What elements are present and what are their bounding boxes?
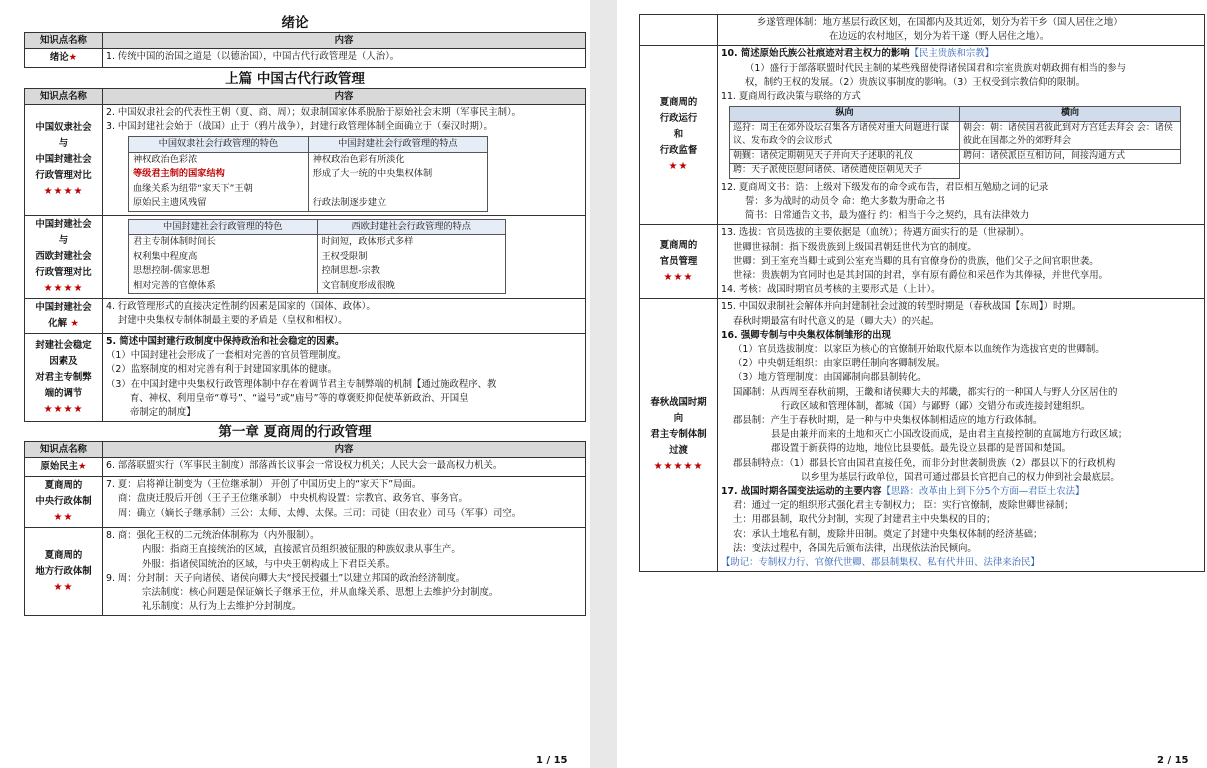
col-header-content: 内容 xyxy=(103,89,586,105)
category-cell: 中国封建社会 与 西欧封建社会 行政管理对比 ★★★★ xyxy=(25,215,103,298)
content-cell: 10. 简述原始氏族公社痕迹对君主权力的影响【民主贵族和宗教】 （1）盛行于部落联盟时代民主制的某些残留使得诸侯国君和宗室贵族对朝政拥有相当的参与 权，制约王权的发展。（2）贵族议事制度的影响。（3）王权受到宗教信仰的限制。 11. 夏商周行政决策与联络的方式 纵向 横向 巡狩：周王在郊外设坛召集各方诸侯对重大问题进行谋议、发布政令的会议形式 朝会：朝：诸侯国君彼此到对方宫廷去拜会 会：诸侯彼此在国都之外的郊野拜会 朝觐：诸侯定期朝见天子并向天子述职的礼仪 聘问：诸侯派臣互相访问，间接沟通方式 聘：天子派使臣慰问诸侯、诸侯遣使臣朝见天子 12. 夏商周文书：诰：上级对下级发布的命令或布告，君臣相互勉励之词的记录 誓：多为战时的动员令 命：绝大多数为册命之书 简书：日常通告文书，最为盛行 约：相当于今之契约，具有法律效力 xyxy=(718,46,1205,225)
section-title-intro: 绪论 xyxy=(281,15,309,31)
category-cell: 夏商周的 官员管理 ★★★ xyxy=(640,225,718,299)
content-cell: 1. 传统中国的治国之道是（以德治国），中国古代行政管理是（人治）。 xyxy=(103,49,586,68)
category-cell: 绪论★ xyxy=(25,49,103,68)
content-cell: 15. 中国奴隶制社会解体并向封建制社会过渡的转型时期是（春秋战国【东周】）时期。 春秋时期最富有时代意义的是（卿大夫）的兴起。 16. 强卿专制与中央集权体制雏形的出现 （1）官员选拔制度：以家臣为核心的官僚制开始取代原本以血统作为选拔官吏的世卿制。 （2）中央朝廷组织：由家臣聘任制向客卿制发展。 （3）地方管理制度：由国鄙制向郡县制转化。 国鄙制：从西周至春秋前期，王畿和诸侯卿大夫的邦畿，都实行的一种国人与野人分区居住的 行政区域和管理体制，都城（国）与鄙野（鄙）交错分布或连接封建组织。 郡县制：产生于春秋时期，是一种与中央集权体制相适应的地方行政体制。 县是由兼并而来的土地和灭亡小国改设而成，是由君主直接控制的直属地方行政区域； 郡设置于新获得的边地，地位比县要低。最先设立县郡的是晋国和楚国。 郡县制特点：（1）郡县长官由国君直接任免，而非分封世袭制贵族（2）郡县以下的行政机构 以乡里为基层行政单位，国君可通过郡县长官把自己的权力伸到社会最底层。 17. 战国时期各国变法运动的主要内容【思路：改革由上到下分5个方面—君臣土农法】 君：通过一定的组织形式强化君主专制权力； 臣：实行官僚制，废除世卿世禄制； 土：用郡县制，取代分封制，实现了封建君主中央集权的目的； 农：承认土地私有制，废除井田制。奠定了封建中央集权体制的经济基础； 法：变法过程中，各国先后颁布法律，出现依法治民倾向。 【助记：专制权力行、官僚代世卿、郡县制集权、私有代井田、法律来治民】 xyxy=(718,299,1205,572)
comparison-table: 中国封建社会行政管理的特色 西欧封建社会行政管理的特点 君主专制体制时间长 时间短，政体形式多样 权利集中程度高 王权受限制 思想控制-儒家思想 控制思想-宗教 相对完善的官僚体系 文官制度形成很晚 xyxy=(128,219,506,295)
page-number: 1 / 15 xyxy=(536,755,568,766)
content-cell: 8. 商：强化王权的二元统治体制称为（内外服制）。 内服：指商王直接统治的区域，直接派官员组织被征服的种族奴隶从事生产。 外服：指诸侯国统治的区域，与中央王朝构成上下君臣关系。 9. 周：分封制：天子向诸侯、诸侯向卿大夫“授民授疆土”以建立邦国的政治经济制度。 宗法制度：核心问题是保证嫡长子继承王位，并从血缘关系、思想上去维护分封制度。 礼乐制度：从行为上去维护分封制度。 xyxy=(103,528,586,616)
col-header-name: 知识点名称 xyxy=(25,33,103,49)
category-cell: 夏商周的 中央行政体制 ★★ xyxy=(25,477,103,528)
category-cell xyxy=(640,15,718,46)
category-cell: 封建社会稳定 因素及 对君主专制弊 端的调节 ★★★★ xyxy=(25,333,103,421)
category-cell: 原始民主★ xyxy=(25,458,103,477)
category-cell: 中国奴隶社会 与 中国封建社会 行政管理对比 ★★★★ xyxy=(25,105,103,216)
part1-table xyxy=(24,88,586,422)
page-number: 2 / 15 xyxy=(1157,755,1189,766)
page-1 xyxy=(0,0,590,768)
comparison-table: 中国奴隶社会行政管理的特色 中国封建社会行政管理的特点 神权政治色彩浓 神权政治色彩有所淡化 等级君主制的国家结构 形成了大一统的中央集权体制 血缘关系为纽带“家天下”王朝 原始民主遗风残留 行政法制逐步建立 xyxy=(128,136,488,212)
content-cell: 5. 简述中国封建行政制度中保持政治和社会稳定的因素。 （1）中国封建社会形成了一套相对完善的官员管理制度。 （2）监察制度的相对完善有利于封建国家肌体的健康。 （3）在中国封建中央集权行政管理体制中存在着调节君主专制弊端的机制【通过施政程序、教 育、神权、利用皇帝“尊号”、“谥号”或“庙号”等的尊褒贬抑促使革新政治、开国皇 帝制定的制度】 xyxy=(103,333,586,421)
part-title: 上篇 中国古代行政管理 xyxy=(225,71,365,87)
content-cell: 6. 部落联盟实行（军事民主制度）部落酋长议事会一常设权力机关；人民大会一最高权力机关。 xyxy=(103,458,586,477)
content-cell xyxy=(103,215,586,298)
content-cell: 2. 中国奴隶社会的代表性王朝（夏、商、周）；奴隶制国家体系脱胎于原始社会末期（军事民主制）。 3. 中国封建社会始于（战国）止于（鸦片战争），封建行政管理体制全面确立于（秦汉时期）。 中国奴隶社会行政管理的特色 中国封建社会行政管理的特点 神权政治色彩浓 神权政治色彩有所淡化 等级君主制的国家结构 形成了大一统的中央集权体制 血缘关系为纽带“家天下”王朝 原始民主遗风残留 行政法制逐步建立 xyxy=(103,105,586,216)
page-gap xyxy=(590,0,617,768)
col-header-content: 内容 xyxy=(103,442,586,458)
content-cell: 乡遂管理体制：地方基层行政区划，在国都内及其近郊，划分为若干乡（国人居住之地） 在边远的农村地区，划分为若干遂（野人居住之地）。 xyxy=(718,15,1205,46)
content-cell: 7. 夏：启将禅让制变为（王位继承制） 开创了中国历史上的“家天下”局面。 商：盘庚迁殷后开创（王子王位继承制） 中央机构设置：宗教官、政务官、事务官。 周：确立（嫡长子继承制）三公：太师、太傅、太保。三司：司徒（田农业）司马（军事）司空。 xyxy=(103,477,586,528)
category-cell: 春秋战国时期 向 君主专制体制 过渡 ★★★★★ xyxy=(640,299,718,572)
chapter1-table-continued xyxy=(639,14,1205,572)
content-cell: 4. 行政管理形式的直接决定性制约因素是国家的（国体、政体）。 封建中央集权专制体制最主要的矛盾是（皇权和相权）。 xyxy=(103,298,586,333)
intro-table xyxy=(24,32,586,68)
category-cell: 夏商周的 地方行政体制 ★★ xyxy=(25,528,103,616)
chapter-title: 第一章 夏商周的行政管理 xyxy=(218,424,372,441)
page-2 xyxy=(617,0,1207,768)
chapter1-table xyxy=(24,441,586,616)
decision-table: 纵向 横向 巡狩：周王在郊外设坛召集各方诸侯对重大问题进行谋议、发布政令的会议形式 朝会：朝：诸侯国君彼此到对方宫廷去拜会 会：诸侯彼此在国都之外的郊野拜会 朝觐：诸侯定期朝见天子并向天子述职的礼仪 聘问：诸侯派臣互相访问，间接沟通方式 聘：天子派使臣慰问诸侯、诸侯遣使臣朝见天子 xyxy=(729,106,1181,179)
content-cell: 13. 选拔：官员选拔的主要依据是（血统）；待遇方面实行的是（世禄制）。 世卿世禄制：指下级贵族到上级国君朝廷世代为官的制度。 世卿：到王室充当卿士或到公室充当卿的具有官僚身份的贵族，他们父子之间官职世袭。 世禄：贵族朝为官同时也是其封国的封君，享有原有爵位和采邑作为其俸禄，并世代享用。 14. 考核：战国时期官员考核的主要形式是（上计）。 xyxy=(718,225,1205,299)
col-header-name: 知识点名称 xyxy=(25,442,103,458)
col-header-name: 知识点名称 xyxy=(25,89,103,105)
col-header-content: 内容 xyxy=(103,33,586,49)
category-cell: 夏商周的 行政运行 和 行政监督 ★★ xyxy=(640,46,718,225)
category-cell: 中国封建社会 化解 ★ xyxy=(25,298,103,333)
